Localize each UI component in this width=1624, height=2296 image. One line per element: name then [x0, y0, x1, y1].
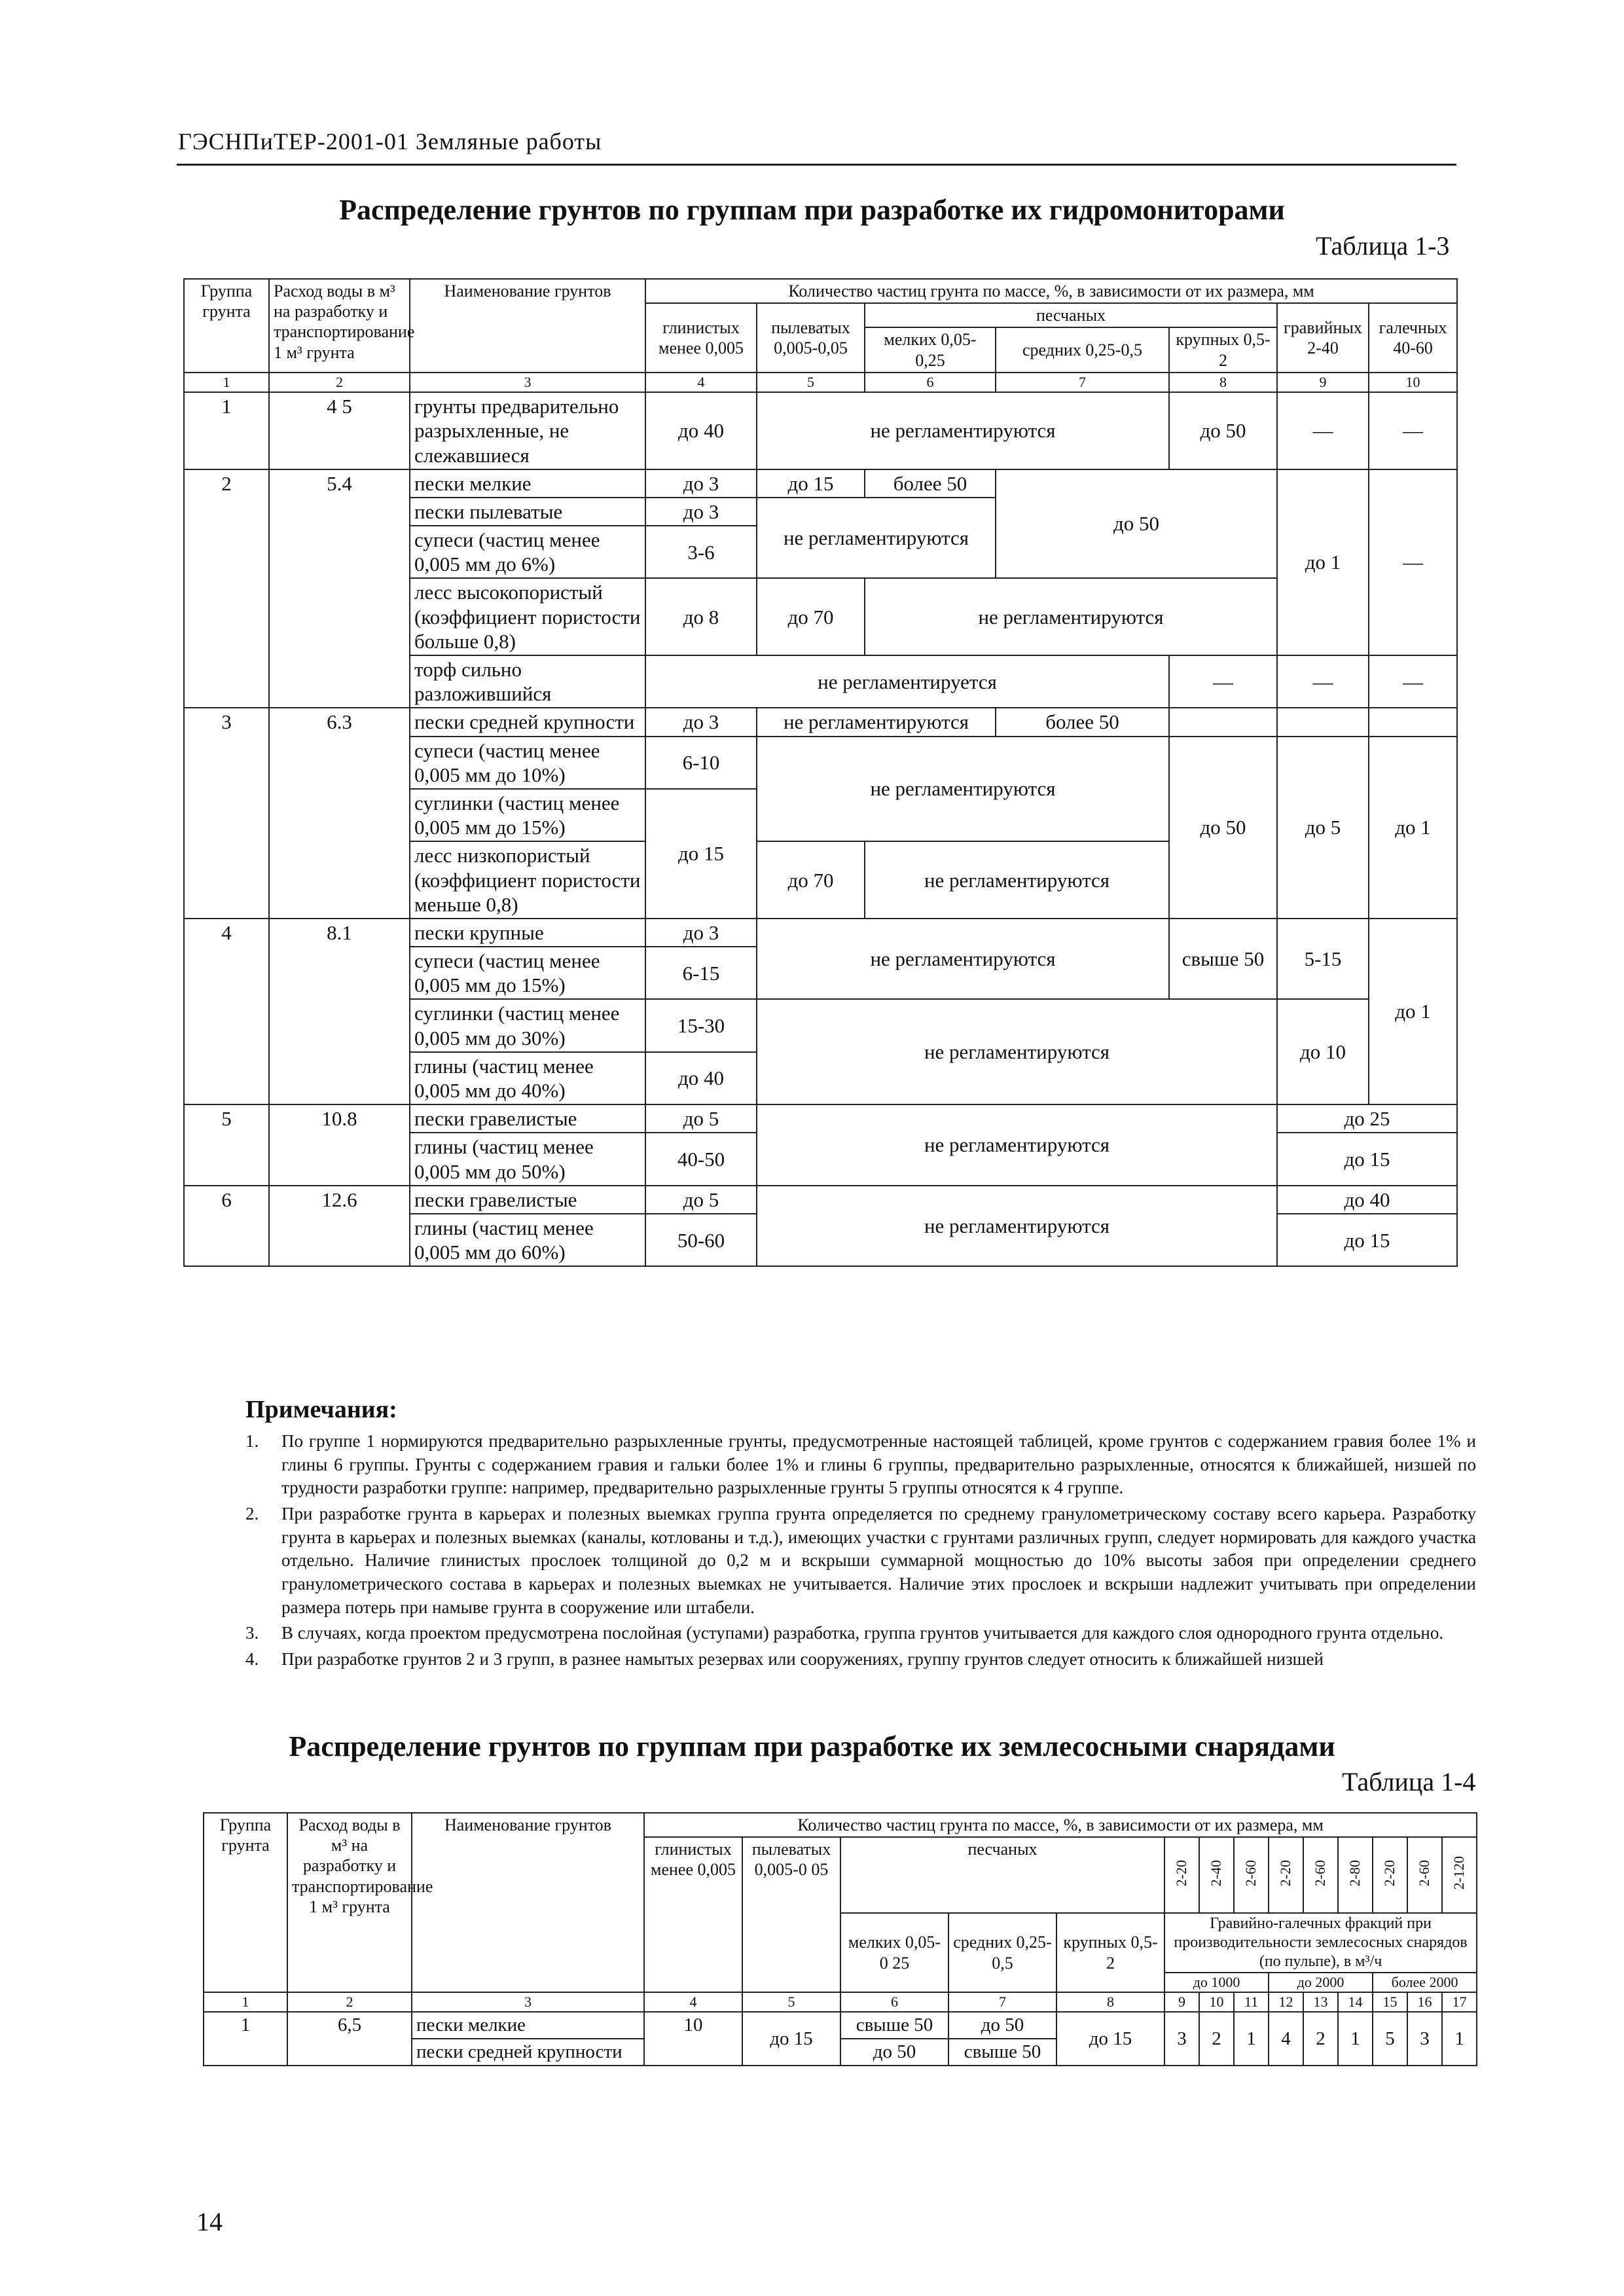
- gravel-cell: 5-15: [1277, 919, 1369, 1000]
- clay-cell: 40-50: [645, 1133, 757, 1185]
- column-numbers: [184, 373, 1457, 392]
- num-cell: 6: [840, 1992, 948, 2012]
- num-cell: 9: [1164, 1992, 1199, 2012]
- dust-cell: до 70: [757, 578, 865, 655]
- num-cell: 12: [1269, 1992, 1303, 2012]
- pebble-cell: до 1: [1369, 919, 1457, 1104]
- table-row: [184, 1104, 1457, 1133]
- notes: [245, 1393, 1476, 1673]
- unregulated-cell: не регламентируются: [757, 1186, 1277, 1267]
- table-row: [184, 392, 1457, 469]
- num-cell: 6: [865, 373, 996, 392]
- col-sand: песчаных: [865, 303, 1277, 327]
- gravel-pebble-cell: до 40: [1277, 1186, 1457, 1214]
- soil-name: пески гравелистые: [410, 1186, 645, 1214]
- notes-heading: Примечания:: [245, 1396, 397, 1423]
- note-text: В случаях, когда проектом предусмотрена послойная (уступами) разработка, группа грунтов учитывается для каждого слоя однородного грунта отдельно.: [281, 1623, 1444, 1643]
- gravel-pebble-cell: до 15: [1277, 1214, 1457, 1266]
- unregulated-cell: не регламентируются: [757, 999, 1277, 1104]
- col-group: Группа грунта: [184, 279, 269, 373]
- note-number: 1.: [245, 1431, 259, 1451]
- unregulated-cell: не регламентируются: [757, 708, 996, 736]
- num-cell: 13: [1303, 1992, 1338, 2012]
- water-cell: 8.1: [269, 919, 410, 1104]
- soil-name: глины (частиц менее 0,005 мм до 40%): [410, 1052, 645, 1104]
- soil-name: суглинки (частиц менее 0,005 мм до 15%): [410, 789, 645, 841]
- clay-cell: до 5: [645, 1186, 757, 1214]
- soil-name: пески крупные: [410, 919, 645, 947]
- col-dust: пылеватых 0,005-0 05: [742, 1837, 840, 1992]
- coarse-cell: до 50: [1169, 392, 1277, 469]
- water-cell: 6.3: [269, 708, 410, 919]
- unregulated-cell: не регламентируется: [645, 655, 1169, 708]
- table-row: [184, 469, 1457, 498]
- col-fine: мелких 0,05-0 25: [840, 1913, 948, 1992]
- pebble-cell: [1369, 708, 1457, 736]
- num-cell: 11: [1234, 1992, 1269, 2012]
- num-cell: 16: [1407, 1992, 1442, 2012]
- clay-cell: до 40: [645, 392, 757, 469]
- water-cell: 6,5: [287, 2012, 412, 2066]
- size-cell: [1442, 1837, 1477, 1913]
- col-qty: Количество частиц грунта по массе, %, в зависимости от их размера, мм: [644, 1813, 1477, 1837]
- soil-name: глины (частиц менее 0,005 мм до 60%): [410, 1214, 645, 1266]
- table-row: [184, 1186, 1457, 1214]
- water-cell: 12.6: [269, 1186, 410, 1267]
- gravel-cell: до 5: [1277, 737, 1369, 919]
- col-water: Расход воды в м³ на разработку и транспортирование 1 м³ грунта: [269, 279, 410, 373]
- soil-name: супеси (частиц менее 0,005 мм до 15%): [410, 947, 645, 999]
- dust-cell: до 15: [742, 2012, 840, 2066]
- soil-name: супеси (частиц менее 0,005 мм до 6%): [410, 526, 645, 578]
- col-name: Наименование грунтов: [410, 279, 645, 373]
- group-cell: 1: [184, 392, 269, 469]
- num-cell: 7: [996, 373, 1169, 392]
- fraction-cell: 1: [1338, 2012, 1373, 2066]
- soil-name: лесс высокопористый (коэффициент пористости больше 0,8): [410, 578, 645, 655]
- group-cell: 1: [204, 2012, 287, 2066]
- table-1-4: [203, 1812, 1477, 2066]
- table-1-4-label: Таблица 1-4: [1342, 1767, 1476, 1796]
- fraction-cell: 5: [1373, 2012, 1407, 2066]
- running-header: ГЭСНПиТЕР-2001-01 Земляные работы: [178, 128, 602, 155]
- soil-name: грунты предварительно разрыхленные, не слежавшиеся: [410, 392, 645, 469]
- num-cell: 3: [410, 373, 645, 392]
- num-cell: 10: [1199, 1992, 1234, 2012]
- size-cell: [1234, 1837, 1269, 1913]
- soil-name: супеси (частиц менее 0,005 мм до 10%): [410, 737, 645, 789]
- fraction-cell: 1: [1442, 2012, 1477, 2066]
- group-cell: 6: [184, 1186, 269, 1267]
- size-cell: [1269, 1837, 1303, 1913]
- note-text: По группе 1 нормируются предварительно разрыхленные грунты, предусмотренные настоящей таблицей, кроме грунтов с содержанием гравия более 1% и глины 6 группы. Грунты с содержанием гравия и гальки более 1% и глины 6 группы, предварительно разрыхленные, относятся к ближайшей, низшей по трудности разработки группе: например, предварительно разрыхленные грунты 5 группы относятся к 4 группе.: [281, 1431, 1476, 1498]
- header-row: [184, 279, 1457, 303]
- unregulated-cell: не регламентируются: [757, 1104, 1277, 1186]
- unregulated-cell: не регламентируются: [757, 737, 1169, 842]
- clay-cell: до 3: [645, 469, 757, 498]
- fine-cell: свыше 50: [840, 2012, 948, 2039]
- unregulated-cell: не регламентируются: [757, 498, 996, 579]
- gravel-cell: —: [1277, 392, 1369, 469]
- group-cell: 4: [184, 919, 269, 1104]
- unregulated-cell: не регламентируются: [865, 578, 1277, 655]
- soil-name: пески средней крупности: [410, 708, 645, 736]
- clay-cell: 3-6: [645, 526, 757, 578]
- water-cell: 4 5: [269, 392, 410, 469]
- page-number: 14: [196, 2207, 223, 2236]
- size-label: 2-40: [1208, 1859, 1225, 1887]
- col-fine: мелких 0,05-0,25: [865, 327, 996, 372]
- col-coarse: крупных 0,5-2: [1056, 1913, 1164, 1992]
- fraction-cell: 1: [1234, 2012, 1269, 2066]
- table-1-3-label: Таблица 1-3: [1316, 231, 1450, 261]
- fraction-cell: 4: [1269, 2012, 1303, 2066]
- productivity-3: более 2000: [1373, 1973, 1477, 1992]
- num-cell: 8: [1169, 373, 1277, 392]
- pebble-cell: до 1: [1369, 737, 1457, 919]
- water-cell: 5.4: [269, 469, 410, 708]
- fraction-cell: 3: [1407, 2012, 1442, 2066]
- col-dust: пылеватых 0,005-0,05: [757, 303, 865, 373]
- size-label: 2-20: [1381, 1859, 1398, 1887]
- clay-cell: до 3: [645, 708, 757, 736]
- size-label: 2-20: [1277, 1859, 1294, 1887]
- fraction-cell: 2: [1199, 2012, 1234, 2066]
- fine-cell: более 50: [865, 469, 996, 498]
- size-cell: [1407, 1837, 1442, 1913]
- num-cell: 15: [1373, 1992, 1407, 2012]
- soil-name: пески средней крупности: [412, 2039, 644, 2066]
- pebble-cell: —: [1369, 392, 1457, 469]
- gravel-cell: до 10: [1277, 999, 1369, 1104]
- note-item: [245, 1430, 1476, 1500]
- num-cell: 1: [204, 1992, 287, 2012]
- num-cell: 17: [1442, 1992, 1477, 2012]
- soil-name: лесс низкопористый (коэффициент пористости меньше 0,8): [410, 841, 645, 919]
- col-water: Расход воды в м³ на разработку и транспортирование 1 м³ грунта: [287, 1813, 412, 1992]
- size-label: 2-80: [1346, 1859, 1363, 1887]
- col-clay: глинистых менее 0,005: [645, 303, 757, 373]
- soil-name: глины (частиц менее 0,005 мм до 50%): [410, 1133, 645, 1185]
- num-cell: 1: [184, 373, 269, 392]
- water-cell: 10.8: [269, 1104, 410, 1186]
- num-cell: 8: [1056, 1992, 1164, 2012]
- clay-cell: 50-60: [645, 1214, 757, 1266]
- pebble-cell: —: [1369, 469, 1457, 655]
- num-cell: 5: [742, 1992, 840, 2012]
- col-clay: глинистых менее 0,005: [644, 1837, 742, 1992]
- col-coarse: крупных 0,5-2: [1169, 327, 1277, 372]
- pebble-cell: —: [1369, 655, 1457, 708]
- gravel-pebble-cell: до 25: [1277, 1104, 1457, 1133]
- unregulated-cell: не регламентируются: [757, 392, 1169, 469]
- gravel-cell: до 1: [1277, 469, 1369, 655]
- coarse-cell: до 50: [1169, 737, 1277, 919]
- num-cell: 5: [757, 373, 865, 392]
- unregulated-cell: не регламентируются: [865, 841, 1169, 919]
- soil-name: пески гравелистые: [410, 1104, 645, 1133]
- col-group: Группа грунта: [204, 1813, 287, 1992]
- num-cell: 3: [412, 1992, 644, 2012]
- num-cell: 2: [287, 1992, 412, 2012]
- clay-cell: до 3: [645, 919, 757, 947]
- num-cell: 4: [644, 1992, 742, 2012]
- table-1-3-title: Распределение грунтов по группам при разработке их гидромониторами: [339, 194, 1285, 226]
- soil-name: пески мелкие: [412, 2012, 644, 2039]
- soil-name: пески мелкие: [410, 469, 645, 498]
- soil-name: суглинки (частиц менее 0,005 мм до 30%): [410, 999, 645, 1051]
- size-cell: [1373, 1837, 1407, 1913]
- note-item: [245, 1622, 1476, 1645]
- size-cell: [1303, 1837, 1338, 1913]
- size-label: 2-20: [1173, 1859, 1190, 1887]
- soil-name: торф сильно разложившийся: [410, 655, 645, 708]
- size-label: 2-120: [1451, 1856, 1468, 1890]
- coarse-cell: —: [1169, 655, 1277, 708]
- group-cell: 5: [184, 1104, 269, 1186]
- fine-cell: до 50: [840, 2039, 948, 2066]
- num-cell: 10: [1369, 373, 1457, 392]
- clay-cell: 10: [644, 2012, 742, 2066]
- num-cell: 4: [645, 373, 757, 392]
- soil-name: пески пылеватые: [410, 498, 645, 526]
- note-item: [245, 1648, 1476, 1671]
- note-item: [245, 1503, 1476, 1619]
- gravel-cell: [1277, 708, 1369, 736]
- column-numbers: [204, 1992, 1477, 2012]
- size-label: 2-60: [1242, 1859, 1259, 1887]
- clay-cell: 15-30: [645, 999, 757, 1051]
- size-cell: [1199, 1837, 1234, 1913]
- gravel-pebble-cell: до 15: [1277, 1133, 1457, 1185]
- size-cell: [1164, 1837, 1199, 1913]
- clay-cell: 6-10: [645, 737, 757, 789]
- col-gravel: Гравийно-галечных фракций при производительности землесосных снарядов (по пульпе), в м³/ч: [1164, 1913, 1477, 1972]
- num-cell: 9: [1277, 373, 1369, 392]
- col-pebble: галечных 40-60: [1369, 303, 1457, 373]
- sand-mid-coarse-cell: до 50: [996, 469, 1277, 579]
- mid-cell: более 50: [996, 708, 1169, 736]
- table-1-3: [183, 278, 1458, 1267]
- coarse-cell: свыше 50: [1169, 919, 1277, 1000]
- table-row: [184, 708, 1457, 736]
- group-cell: 3: [184, 708, 269, 919]
- num-cell: 14: [1338, 1992, 1373, 2012]
- table-1-4-title: Распределение грунтов по группам при разработке их землесосными снарядами: [289, 1730, 1335, 1762]
- col-mid: средних 0,25-0,5: [996, 327, 1169, 372]
- mid-cell: до 50: [948, 2012, 1056, 2039]
- clay-cell: 6-15: [645, 947, 757, 999]
- note-text: При разработке грунта в карьерах и полезных выемках группа грунта определяется по среднему гранулометрическому составу всего карьера. Разработку грунта в карьерах и полезных выемках (каналы, котлованы и т.д.), имеющих участки с грунтами различных групп, следует нормировать для каждого участка отдельно. Наличие глинистых прослоек толщиной до 0,2 м и вскрыши суммарной мощностью до 10% высоты забоя при определении среднего гранулометрического состава в карьерах и полезных выемках не учитывается. Наличие этих прослоек и вскрыши надлежит учитывать при определении размера потерь при намыве грунта в сооружение или штабели.: [281, 1504, 1476, 1617]
- clay-cell: до 3: [645, 498, 757, 526]
- table-row: [204, 2012, 1477, 2039]
- fraction-cell: 3: [1164, 2012, 1199, 2066]
- note-number: 3.: [245, 1623, 259, 1643]
- group-cell: 2: [184, 469, 269, 708]
- clay-cell: до 8: [645, 578, 757, 655]
- productivity-1: до 1000: [1164, 1973, 1269, 1992]
- fraction-cell: 2: [1303, 2012, 1338, 2066]
- mid-cell: свыше 50: [948, 2039, 1056, 2066]
- header-rule: [177, 164, 1456, 166]
- dust-cell: до 70: [757, 841, 865, 919]
- note-number: 4.: [245, 1649, 259, 1669]
- coarse-cell: до 15: [1056, 2012, 1164, 2066]
- col-mid: средних 0,25-0,5: [948, 1913, 1056, 1992]
- productivity-2: до 2000: [1269, 1973, 1373, 1992]
- size-cell: [1338, 1837, 1373, 1913]
- size-label: 2-60: [1416, 1859, 1433, 1887]
- table-row: [184, 919, 1457, 947]
- col-sand: песчаных: [840, 1837, 1164, 1913]
- size-label: 2-60: [1312, 1859, 1329, 1887]
- dust-cell: до 15: [757, 469, 865, 498]
- col-gravel: гравийных 2-40: [1277, 303, 1369, 373]
- clay-cell: до 5: [645, 1104, 757, 1133]
- gravel-cell: —: [1277, 655, 1369, 708]
- col-qty: Количество частиц грунта по массе, %, в зависимости от их размера, мм: [645, 279, 1457, 303]
- note-number: 2.: [245, 1504, 259, 1524]
- clay-cell: до 40: [645, 1052, 757, 1104]
- unregulated-cell: не регламентируются: [757, 919, 1169, 1000]
- num-cell: 7: [948, 1992, 1056, 2012]
- num-cell: 2: [269, 373, 410, 392]
- col-name: Наименование грунтов: [412, 1813, 644, 1992]
- note-text: При разработке грунтов 2 и 3 групп, в разнее намытых резервах или сооружениях, группу грунтов следует относить к ближайшей низшей: [281, 1649, 1324, 1669]
- clay-cell: до 15: [645, 789, 757, 919]
- coarse-cell: [1169, 708, 1277, 736]
